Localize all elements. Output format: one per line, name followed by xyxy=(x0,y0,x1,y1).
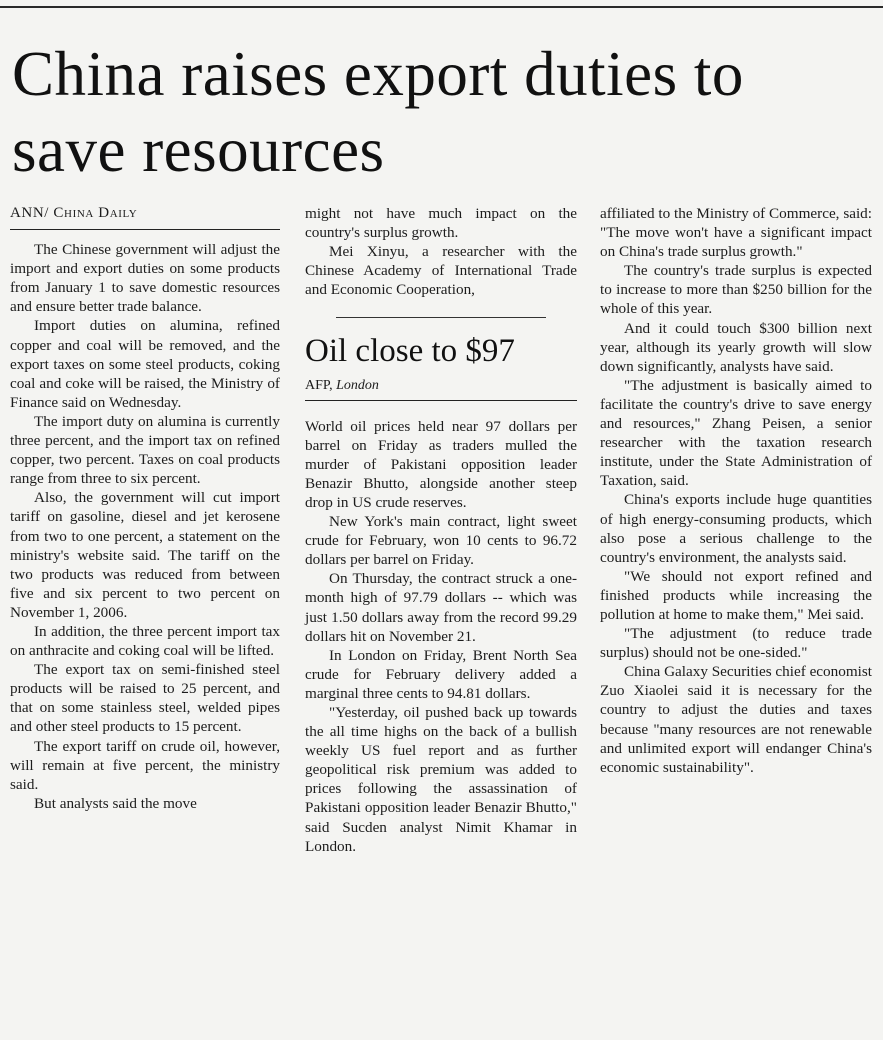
paragraph: The export tariff on crude oil, however, will remain at five percent, the ministry said. xyxy=(10,737,280,793)
paragraph: Mei Xinyu, a researcher with the Chinese Academy of International Trade and Economic Cooperation, xyxy=(305,243,577,299)
paragraph: Also, the government will cut import tariff on gasoline, diesel and jet kerosene from two to one percent, a statement on the ministry's website said. The tariff on the two products was reduced from between five and six percent to two percent on November 1, 2006. xyxy=(10,489,280,621)
paragraph: But analysts said the move xyxy=(34,794,197,812)
column-1 xyxy=(10,204,280,813)
paragraph: New York's main contract, light sweet crude for February, won 10 cents to 96.72 dollars per barrel on Friday. xyxy=(305,513,577,569)
column-2 xyxy=(305,204,577,856)
section-divider xyxy=(336,317,546,318)
paragraph: In addition, the three percent import tax on anthracite and coking coal will be lifted. xyxy=(10,622,280,660)
paragraph: The country's trade surplus is expected to increase to more than $250 billion for the whole of this year. xyxy=(600,262,872,318)
paragraph: The Chinese government will adjust the import and export duties on some products from January 1 to save domestic resources and ensure better trade balance. xyxy=(10,241,280,316)
paragraph: China Galaxy Securities chief economist Zuo Xiaolei said it is necessary for the country to adjust the duties and taxes because "many resources are not renewable and unlimited export will endanger China's economic sustainability". xyxy=(600,663,872,776)
paragraph: "Yesterday, oil pushed back up towards the all time highs on the back of a bullish weekly US fuel report and as further geopolitical risk premium was added to prices following the assassination of Pakistani opposition leader Benazir Bhutto," said Sucden analyst Nimit Khamar in London. xyxy=(305,703,577,855)
paragraph: The export tax on semi-finished steel products will be raised to 25 percent, and that on some stainless steel, welded pipes and other steel products to 15 percent. xyxy=(10,661,280,736)
paragraph: World oil prices held near 97 dollars per barrel on Friday as traders mulled the murder of Pakistani opposition leader Benazir Bhutto, alongside another steep drop in US crude reserves. xyxy=(305,417,577,511)
paragraph: Import duties on alumina, refined copper and coal will be removed, and the export taxes on some steel products, coking coal and coke will be raised, the Ministry of Finance said on Wednesday. xyxy=(10,317,280,411)
paragraph: "We should not export refined and finished products while increasing the pollution at home to make them," Mei said. xyxy=(600,567,872,623)
paragraph: On Thursday, the contract struck a one-month high of 97.79 dollars -- which was just 1.50 dollars away from the record 99.29 dollars hit on November 21. xyxy=(305,570,577,645)
byline-rule xyxy=(305,400,577,401)
paragraph: "The adjustment (to reduce trade surplus) should not be one-sided." xyxy=(600,625,872,662)
sidebar-byline-location: London xyxy=(336,378,379,394)
paragraph: China's exports include huge quantities of high energy-consuming products, which also pose a serious challenge to the country's environment, the analysts said. xyxy=(600,491,872,566)
sidebar-headline: Oil close to $97 xyxy=(305,333,515,370)
sidebar-byline-agency: AFP, xyxy=(305,378,333,394)
paragraph: In London on Friday, Brent North Sea crude for February delivery added a marginal three cents to 94.81 dollars. xyxy=(305,646,577,702)
sidebar-byline xyxy=(305,376,577,395)
paragraph: "The adjustment is basically aimed to facilitate the country's drive to save energy and resources," Zhang Peisen, a senior researcher with the taxation research institute, under the State Administration of Taxation, said. xyxy=(600,376,872,490)
paragraph: And it could touch $300 billion next year, although its yearly growth will slow down significantly, analysts have said. xyxy=(600,319,872,375)
column-3 xyxy=(600,204,872,777)
page-headline: China raises export duties to save resources xyxy=(12,39,744,185)
top-rule xyxy=(0,6,883,8)
byline: ANN/ China Daily xyxy=(10,204,280,230)
paragraph: affiliated to the Ministry of Commerce, said: "The move won't have a significant impact on China's trade surplus growth." xyxy=(600,205,872,261)
paragraph: might not have much impact on the country's surplus growth. xyxy=(305,205,577,242)
paragraph: The import duty on alumina is currently three percent, and the import tax on refined copper, two percent. Taxes on coal products range from three to six percent. xyxy=(10,412,280,488)
